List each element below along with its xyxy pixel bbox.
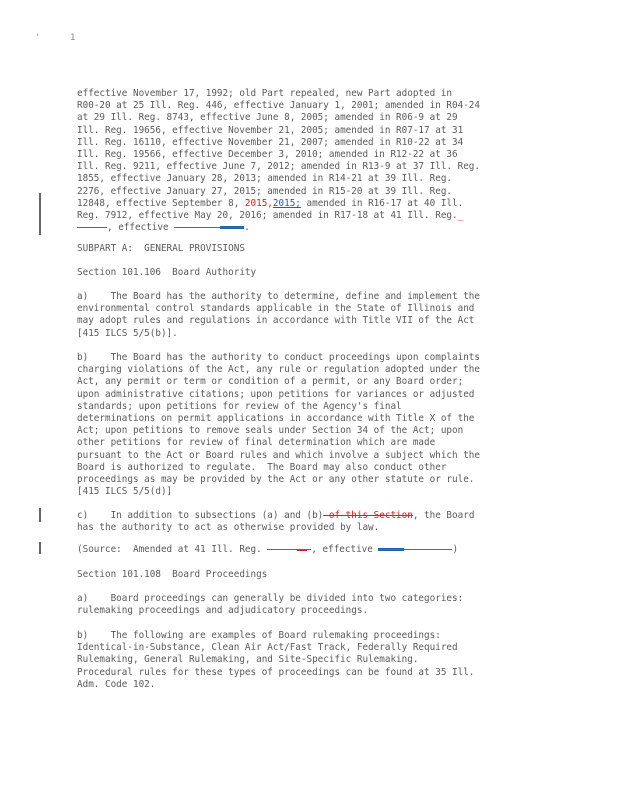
history-text: amended in R16-17 at 40 Ill. bbox=[300, 197, 464, 209]
inserted-blank-mark: _ bbox=[457, 210, 464, 222]
subsection-b bbox=[77, 352, 547, 498]
history-line: 1855, effective January 28, 2013; amended in R14-21 at 39 Ill. Reg. bbox=[77, 173, 453, 185]
source-line bbox=[77, 544, 547, 556]
history-line: R00-20 at 25 Ill. Reg. 446, effective January 1, 2001; amended in R04-24 bbox=[77, 100, 480, 112]
paragraph-line: Procedural rules for these types of proceedings can be found at 35 Ill. bbox=[77, 666, 475, 678]
paragraph-line: charging violations of the Act, any rule or regulation adopted under the bbox=[77, 364, 480, 376]
paragraph-line: may adopt rules and regulations in accordance with Title VII of the Act bbox=[77, 315, 475, 327]
subpart-heading-block bbox=[77, 243, 547, 255]
blank-line bbox=[378, 549, 452, 550]
subsection-b-proceedings bbox=[77, 630, 547, 691]
source-text: (Source: Amended at 41 Ill. Reg. bbox=[77, 544, 268, 555]
history-line: Ill. Reg. 16110, effective November 21, 2007; amended in R10-22 at 34 bbox=[77, 136, 464, 148]
paragraph-line: rulemaking proceedings and adjudicatory proceedings. bbox=[77, 605, 369, 617]
source-text: ) bbox=[452, 544, 459, 555]
history-line: effective November 17, 1992; old Part repealed, new Part adopted in bbox=[77, 88, 453, 99]
paragraph-line: Act, any permit or term or condition of a permit, or any Board order; bbox=[77, 376, 464, 388]
subsection-a-proceedings bbox=[77, 593, 547, 617]
history-text: , effective bbox=[107, 222, 169, 234]
history-line: at 29 Ill. Reg. 8743, effective June 8, 2005; amended in R06-9 at 29 bbox=[77, 112, 458, 124]
subsection-a bbox=[77, 291, 547, 340]
paragraph-line: b) The following are examples of Board rulemaking proceedings: bbox=[77, 630, 441, 641]
history-text: . bbox=[244, 222, 250, 234]
section-heading-block bbox=[77, 569, 547, 581]
paragraph-text: c) In addition to subsections (a) and (b) bbox=[77, 510, 324, 521]
history-line-effective bbox=[77, 222, 547, 234]
source-note bbox=[77, 544, 547, 556]
history-text: Reg. 7912, effective May 20, 2016; amended in R17-18 at 41 Ill. Reg. bbox=[77, 210, 458, 222]
blank-line bbox=[77, 227, 107, 228]
blank-line bbox=[267, 549, 311, 550]
paragraph-line: Rulemaking, General Rulemaking, and Site-Specific Rulemaking. bbox=[77, 654, 419, 666]
paragraph-line: a) The Board has the authority to determine, define and implement the bbox=[77, 291, 480, 302]
paragraph-line: environmental control standards applicable in the State of Illinois and bbox=[77, 303, 475, 315]
paragraph-line: standards; upon petitions for review of the Agency's final bbox=[77, 400, 402, 412]
paragraph-line: upon administrative citations; upon petitions for variances or adjusted bbox=[77, 388, 475, 400]
section-heading: Section 101.108 Board Proceedings bbox=[77, 569, 268, 580]
paragraph-line: proceedings as may be provided by the Act or any other statute or rule. bbox=[77, 474, 475, 486]
history-line: Ill. Reg. 19566, effective December 3, 2010; amended in R12-22 at 36 bbox=[77, 149, 458, 161]
paragraph-line: pursuant to the Act or Board rules and which involve a subject which the bbox=[77, 449, 480, 461]
deleted-text: of this Section bbox=[323, 510, 413, 521]
history-line: Ill. Reg. 19656, effective November 21, 2005; amended in R07-17 at 31 bbox=[77, 124, 464, 136]
history-line-amended bbox=[77, 198, 547, 210]
history-line: 2276, effective January 27, 2015; amended in R15-20 at 39 Ill. Reg. bbox=[77, 185, 453, 197]
subpart-heading: SUBPART A: GENERAL PROVISIONS bbox=[77, 243, 245, 254]
source-text: , effective bbox=[311, 544, 379, 555]
subsection-c bbox=[77, 510, 547, 534]
paragraph-line: Board is authorized to regulate. The Board may also conduct other bbox=[77, 461, 447, 473]
paragraph-line-amended bbox=[77, 510, 547, 522]
paragraph-line: Act; upon petitions to remove seals under Section 34 of the Act; upon bbox=[77, 425, 464, 437]
paragraph-line: [415 ILCS 5/5(d)] bbox=[77, 486, 173, 498]
history-line: Ill. Reg. 9211, effective June 7, 2012; amended in R13-9 at 37 Ill. Reg. bbox=[77, 161, 480, 173]
blank-line bbox=[174, 227, 244, 228]
section-heading-block bbox=[77, 267, 547, 279]
paragraph-line: Adm. Code 102. bbox=[77, 678, 156, 690]
history-text: 12848, effective September 8, bbox=[77, 197, 245, 209]
paragraph-line: [415 ILCS 5/5(b)]. bbox=[77, 327, 178, 339]
scan-mark-left: ' bbox=[35, 33, 41, 43]
paragraph-line: Identical-in-Substance, Clean Air Act/Fast Track, Federally Required bbox=[77, 642, 458, 654]
change-bar-source bbox=[39, 542, 41, 554]
history-line-amended bbox=[77, 210, 547, 222]
scan-mark-right: 1 bbox=[70, 33, 76, 43]
paragraph-line: other petitions for review of final determination which are made bbox=[77, 437, 436, 449]
paragraph-line: determinations on permit applications in accordance with Title X of the bbox=[77, 413, 475, 425]
section-heading: Section 101.106 Board Authority bbox=[77, 267, 257, 278]
paragraph-line: b) The Board has the authority to conduct proceedings upon complaints bbox=[77, 352, 480, 363]
paragraph-line: has the authority to act as otherwise provided by law. bbox=[77, 522, 380, 534]
paragraph-line: a) Board proceedings can generally be divided into two categories: bbox=[77, 593, 464, 604]
change-bar-history bbox=[39, 193, 41, 235]
deleted-text: 2015, bbox=[244, 197, 273, 209]
paragraph-text: , the Board bbox=[412, 510, 475, 521]
inserted-text: 2015; bbox=[272, 197, 301, 209]
change-bar-c bbox=[39, 508, 41, 522]
history-note bbox=[77, 88, 547, 234]
